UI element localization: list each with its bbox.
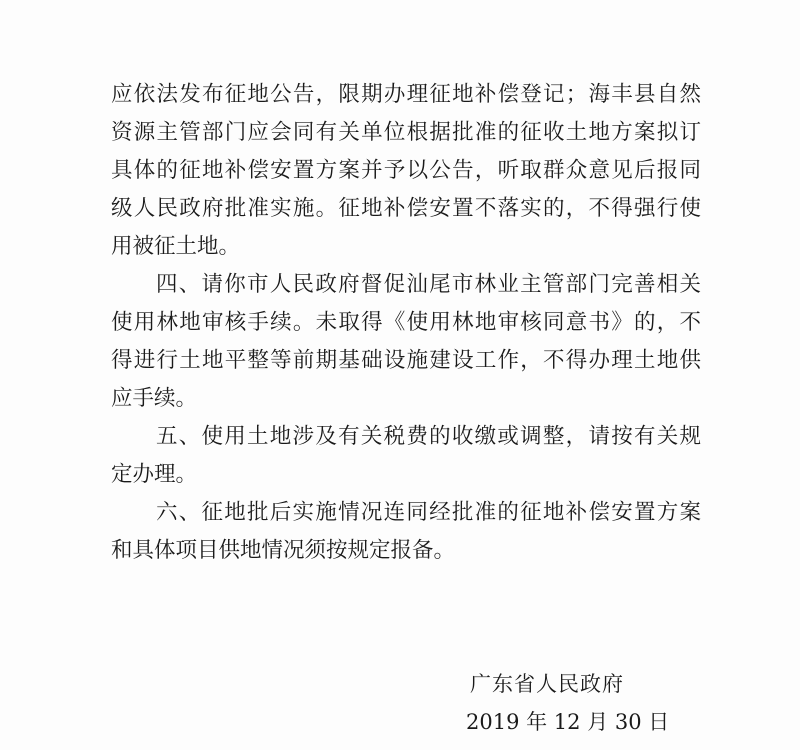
paragraph-4-line-4: 应手续。 (111, 386, 198, 411)
signing-date: 2019 年 12 月 30 日 (466, 710, 670, 734)
body-line-3: 具体的征地补偿安置方案并予以公告，听取群众意见后报同 (111, 158, 701, 183)
body-line-1: 应依法发布征地公告，限期办理征地补偿登记；海丰县自然 (111, 82, 701, 107)
paragraph-6-line-1: 六、征地批后实施情况连同经批准的征地补偿安置方案 (156, 500, 701, 525)
body-line-5: 用被征土地。 (111, 234, 241, 259)
paragraph-4-line-2: 使用林地审核手续。未取得《使用林地审核同意书》的，不 (111, 310, 701, 335)
document-body (111, 76, 701, 570)
signing-organization: 广东省人民政府 (470, 672, 624, 696)
signature-block (466, 665, 696, 741)
body-line-4: 级人民政府批准实施。征地补偿安置不落实的，不得强行使 (111, 196, 701, 221)
paragraph-4-line-3: 得进行土地平整等前期基础设施建设工作，不得办理土地供 (111, 348, 701, 373)
paragraph-6-line-2: 和具体项目供地情况须按规定报备。 (111, 538, 456, 563)
paragraph-5-line-2: 定办理。 (111, 462, 198, 487)
paragraph-5-line-1: 五、使用土地涉及有关税费的收缴或调整，请按有关规 (156, 424, 701, 449)
body-line-2: 资源主管部门应会同有关单位根据批准的征收土地方案拟订 (111, 120, 701, 145)
paragraph-4-line-1: 四、请你市人民政府督促汕尾市林业主管部门完善相关 (156, 272, 701, 297)
